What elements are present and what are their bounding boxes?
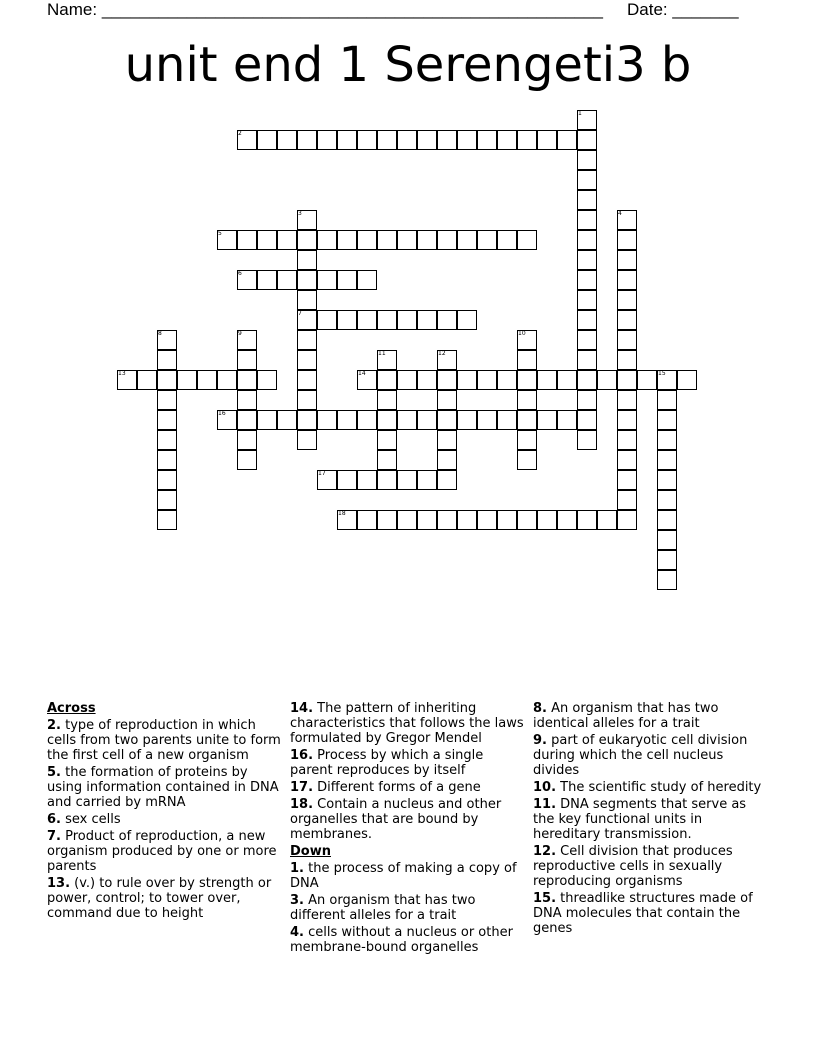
grid-cell[interactable] bbox=[237, 410, 257, 430]
grid-cell[interactable] bbox=[577, 250, 597, 270]
date-field[interactable] bbox=[627, 0, 739, 20]
clue-down bbox=[290, 893, 526, 923]
clue-number: 10. bbox=[533, 780, 557, 795]
clue-text: An organism that has two identical alleles for a trait bbox=[533, 701, 719, 731]
grid-cell[interactable] bbox=[677, 370, 697, 390]
grid-cell[interactable] bbox=[337, 270, 357, 290]
grid-cell[interactable] bbox=[377, 130, 397, 150]
grid-cell[interactable] bbox=[437, 470, 457, 490]
grid-cell[interactable] bbox=[337, 230, 357, 250]
grid-cell[interactable] bbox=[397, 230, 417, 250]
grid-cell[interactable] bbox=[297, 250, 317, 270]
grid-cell[interactable] bbox=[517, 330, 537, 350]
clue-column-2 bbox=[290, 701, 526, 957]
grid-cell[interactable] bbox=[257, 230, 277, 250]
grid-cell[interactable] bbox=[617, 250, 637, 270]
grid-cell[interactable] bbox=[577, 310, 597, 330]
grid-cell[interactable] bbox=[397, 130, 417, 150]
clue-down bbox=[533, 797, 769, 842]
grid-cell[interactable] bbox=[617, 370, 637, 390]
grid-cell[interactable] bbox=[297, 310, 317, 330]
grid-cell[interactable] bbox=[297, 210, 317, 230]
grid-cell[interactable] bbox=[437, 430, 457, 450]
grid-cell[interactable] bbox=[157, 510, 177, 530]
grid-cell[interactable] bbox=[337, 410, 357, 430]
puzzle-title: unit end 1 Serengeti3 b bbox=[124, 37, 692, 93]
grid-cell[interactable] bbox=[457, 410, 477, 430]
grid-cell[interactable] bbox=[237, 270, 257, 290]
grid-cell[interactable] bbox=[577, 110, 597, 130]
grid-cell[interactable] bbox=[517, 230, 537, 250]
clue-across bbox=[290, 701, 526, 746]
grid-cell[interactable] bbox=[217, 230, 237, 250]
grid-cell[interactable] bbox=[517, 450, 537, 470]
grid-cell[interactable] bbox=[457, 370, 477, 390]
grid-cell[interactable] bbox=[377, 470, 397, 490]
grid-cell[interactable] bbox=[177, 370, 197, 390]
grid-cell[interactable] bbox=[417, 230, 437, 250]
grid-cell[interactable] bbox=[257, 370, 277, 390]
grid-cell[interactable] bbox=[657, 430, 677, 450]
grid-cell[interactable] bbox=[417, 310, 437, 330]
grid-cell[interactable] bbox=[437, 390, 457, 410]
grid-cell[interactable] bbox=[297, 330, 317, 350]
grid-cell[interactable] bbox=[317, 230, 337, 250]
clue-text: part of eukaryotic cell division during which the cell nucleus divides bbox=[533, 733, 748, 778]
grid-cell[interactable] bbox=[357, 470, 377, 490]
grid-cell[interactable] bbox=[537, 130, 557, 150]
grid-cell[interactable] bbox=[477, 370, 497, 390]
clue-across bbox=[290, 780, 526, 795]
grid-cell[interactable] bbox=[617, 330, 637, 350]
grid-cell[interactable] bbox=[617, 450, 637, 470]
clue-across bbox=[290, 797, 526, 842]
grid-cell[interactable] bbox=[517, 390, 537, 410]
grid-cell[interactable] bbox=[657, 550, 677, 570]
clue-across bbox=[290, 748, 526, 778]
grid-cell[interactable] bbox=[237, 230, 257, 250]
clue-down bbox=[533, 844, 769, 889]
grid-cell[interactable] bbox=[517, 350, 537, 370]
grid-cell[interactable] bbox=[157, 470, 177, 490]
grid-cell[interactable] bbox=[497, 130, 517, 150]
grid-cell[interactable] bbox=[237, 430, 257, 450]
grid-cell[interactable] bbox=[657, 490, 677, 510]
clue-across bbox=[47, 718, 283, 763]
grid-cell[interactable] bbox=[477, 510, 497, 530]
grid-cell[interactable] bbox=[477, 130, 497, 150]
cell-number: 14 bbox=[358, 370, 366, 377]
grid-cell[interactable] bbox=[377, 350, 397, 370]
grid-cell[interactable] bbox=[377, 410, 397, 430]
grid-cell[interactable] bbox=[237, 390, 257, 410]
clue-number: 6. bbox=[47, 812, 61, 827]
grid-cell[interactable] bbox=[377, 450, 397, 470]
clue-number: 5. bbox=[47, 765, 61, 780]
clue-number: 9. bbox=[533, 733, 547, 748]
clue-text: The pattern of inheriting characteristics that follows the laws formulated by Gregor Mendel bbox=[290, 701, 524, 746]
cell-number: 15 bbox=[658, 370, 666, 377]
grid-cell[interactable] bbox=[657, 370, 677, 390]
grid-cell[interactable] bbox=[297, 430, 317, 450]
date-blank[interactable]: _______ bbox=[672, 0, 739, 19]
grid-cell[interactable] bbox=[437, 370, 457, 390]
grid-cell[interactable] bbox=[157, 490, 177, 510]
grid-cell[interactable] bbox=[157, 330, 177, 350]
clue-down bbox=[533, 701, 769, 731]
grid-cell[interactable] bbox=[377, 390, 397, 410]
grid-cell[interactable] bbox=[317, 270, 337, 290]
grid-cell[interactable] bbox=[217, 370, 237, 390]
clue-text: Cell division that produces reproductive cells in sexually reproducing organisms bbox=[533, 844, 733, 889]
clue-number: 1. bbox=[290, 861, 304, 876]
grid-cell[interactable] bbox=[357, 410, 377, 430]
grid-cell[interactable] bbox=[297, 130, 317, 150]
grid-cell[interactable] bbox=[597, 370, 617, 390]
grid-cell[interactable] bbox=[517, 130, 537, 150]
grid-cell[interactable] bbox=[157, 390, 177, 410]
grid-cell[interactable] bbox=[617, 390, 637, 410]
clue-number: 17. bbox=[290, 780, 314, 795]
across-heading: Across bbox=[47, 701, 96, 716]
grid-cell[interactable] bbox=[237, 370, 257, 390]
clue-text: Different forms of a gene bbox=[317, 780, 481, 795]
grid-cell[interactable] bbox=[517, 370, 537, 390]
clue-down bbox=[533, 733, 769, 778]
cell-number: 10 bbox=[518, 330, 526, 337]
grid-cell[interactable] bbox=[237, 350, 257, 370]
grid-cell[interactable] bbox=[417, 370, 437, 390]
grid-cell[interactable] bbox=[437, 230, 457, 250]
cell-number: 5 bbox=[218, 230, 222, 237]
clue-text: Product of reproduction, a new organism produced by one or more parents bbox=[47, 829, 277, 874]
grid-cell[interactable] bbox=[297, 290, 317, 310]
grid-cell[interactable] bbox=[237, 330, 257, 350]
grid-cell[interactable] bbox=[377, 510, 397, 530]
grid-cell[interactable] bbox=[657, 390, 677, 410]
clue-across bbox=[47, 765, 283, 810]
grid-cell[interactable] bbox=[577, 190, 597, 210]
grid-cell[interactable] bbox=[317, 130, 337, 150]
grid-cell[interactable] bbox=[517, 510, 537, 530]
grid-cell[interactable] bbox=[157, 430, 177, 450]
grid-cell[interactable] bbox=[617, 270, 637, 290]
grid-cell[interactable] bbox=[477, 230, 497, 250]
grid-cell[interactable] bbox=[537, 370, 557, 390]
grid-cell[interactable] bbox=[657, 530, 677, 550]
grid-cell[interactable] bbox=[237, 130, 257, 150]
clue-text: Process by which a single parent reproduces by itself bbox=[290, 748, 484, 778]
clue-text: An organism that has two different alleles for a trait bbox=[290, 893, 476, 923]
grid-cell[interactable] bbox=[277, 130, 297, 150]
grid-cell[interactable] bbox=[577, 510, 597, 530]
clue-number: 4. bbox=[290, 925, 304, 940]
grid-cell[interactable] bbox=[657, 510, 677, 530]
clue-number: 15. bbox=[533, 891, 557, 906]
grid-cell[interactable] bbox=[437, 130, 457, 150]
grid-cell[interactable] bbox=[397, 510, 417, 530]
grid-cell[interactable] bbox=[617, 430, 637, 450]
grid-cell[interactable] bbox=[357, 130, 377, 150]
grid-cell[interactable] bbox=[277, 230, 297, 250]
cell-number: 16 bbox=[218, 410, 226, 417]
grid-cell[interactable] bbox=[297, 350, 317, 370]
grid-cell[interactable] bbox=[257, 410, 277, 430]
grid-cell[interactable] bbox=[137, 370, 157, 390]
cell-number: 7 bbox=[298, 310, 302, 317]
grid-cell[interactable] bbox=[157, 370, 177, 390]
grid-cell[interactable] bbox=[537, 510, 557, 530]
cell-number: 1 bbox=[578, 110, 582, 117]
clue-number: 11. bbox=[533, 797, 557, 812]
grid-cell[interactable] bbox=[517, 430, 537, 450]
cell-number: 8 bbox=[158, 330, 162, 337]
clue-across bbox=[47, 876, 283, 921]
grid-cell[interactable] bbox=[617, 510, 637, 530]
cell-number: 17 bbox=[318, 470, 326, 477]
cell-number: 11 bbox=[378, 350, 386, 357]
clue-across bbox=[47, 812, 283, 827]
grid-cell[interactable] bbox=[297, 230, 317, 250]
grid-cell[interactable] bbox=[297, 410, 317, 430]
cell-number: 18 bbox=[338, 510, 346, 517]
grid-cell[interactable] bbox=[457, 230, 477, 250]
grid-cell[interactable] bbox=[197, 370, 217, 390]
grid-cell[interactable] bbox=[477, 410, 497, 430]
grid-cell[interactable] bbox=[397, 370, 417, 390]
grid-cell[interactable] bbox=[317, 470, 337, 490]
grid-cell[interactable] bbox=[277, 410, 297, 430]
clue-number: 12. bbox=[533, 844, 557, 859]
grid-cell[interactable] bbox=[457, 510, 477, 530]
cell-number: 9 bbox=[238, 330, 242, 337]
grid-cell[interactable] bbox=[397, 470, 417, 490]
clue-text: (v.) to rule over by strength or power, control; to tower over, command due to height bbox=[47, 876, 272, 921]
grid-cell[interactable] bbox=[637, 370, 657, 390]
clue-text: the process of making a copy of DNA bbox=[290, 861, 517, 891]
grid-cell[interactable] bbox=[377, 310, 397, 330]
clue-down bbox=[290, 861, 526, 891]
grid-cell[interactable] bbox=[257, 270, 277, 290]
clue-number: 14. bbox=[290, 701, 314, 716]
grid-cell[interactable] bbox=[457, 130, 477, 150]
clue-text: threadlike structures made of DNA molecules that contain the genes bbox=[533, 891, 753, 936]
grid-cell[interactable] bbox=[317, 310, 337, 330]
grid-cell[interactable] bbox=[577, 410, 597, 430]
grid-cell[interactable] bbox=[577, 150, 597, 170]
grid-cell[interactable] bbox=[617, 290, 637, 310]
clue-text: sex cells bbox=[65, 812, 121, 827]
clue-number: 7. bbox=[47, 829, 61, 844]
grid-cell[interactable] bbox=[377, 370, 397, 390]
clue-number: 2. bbox=[47, 718, 61, 733]
clue-text: Contain a nucleus and other organelles that are bound by membranes. bbox=[290, 797, 502, 842]
clue-down bbox=[290, 925, 526, 955]
grid-cell[interactable] bbox=[557, 410, 577, 430]
grid-cell[interactable] bbox=[157, 410, 177, 430]
grid-cell[interactable] bbox=[337, 470, 357, 490]
grid-cell[interactable] bbox=[357, 370, 377, 390]
grid-cell[interactable] bbox=[617, 310, 637, 330]
grid-cell[interactable] bbox=[617, 230, 637, 250]
grid-cell[interactable] bbox=[297, 370, 317, 390]
clue-number: 3. bbox=[290, 893, 304, 908]
cell-number: 2 bbox=[238, 130, 242, 137]
grid-cell[interactable] bbox=[497, 370, 517, 390]
grid-cell[interactable] bbox=[617, 490, 637, 510]
cell-number: 3 bbox=[298, 210, 302, 217]
grid-cell[interactable] bbox=[457, 310, 477, 330]
grid-cell[interactable] bbox=[657, 470, 677, 490]
grid-cell[interactable] bbox=[617, 410, 637, 430]
clue-text: DNA segments that serve as the key functional units in hereditary transmission. bbox=[533, 797, 747, 842]
clue-column-3 bbox=[533, 701, 769, 938]
grid-cell[interactable] bbox=[397, 310, 417, 330]
grid-cell[interactable] bbox=[617, 350, 637, 370]
clue-number: 8. bbox=[533, 701, 547, 716]
clue-number: 18. bbox=[290, 797, 314, 812]
cell-number: 12 bbox=[438, 350, 446, 357]
grid-cell[interactable] bbox=[537, 410, 557, 430]
grid-cell[interactable] bbox=[557, 510, 577, 530]
cell-number: 4 bbox=[618, 210, 622, 217]
grid-cell[interactable] bbox=[417, 510, 437, 530]
grid-cell[interactable] bbox=[437, 450, 457, 470]
grid-cell[interactable] bbox=[557, 130, 577, 150]
clue-column-1 bbox=[47, 701, 283, 923]
grid-cell[interactable] bbox=[317, 410, 337, 430]
grid-cell[interactable] bbox=[397, 410, 417, 430]
grid-cell[interactable] bbox=[577, 270, 597, 290]
grid-cell[interactable] bbox=[357, 310, 377, 330]
grid-cell[interactable] bbox=[277, 270, 297, 290]
grid-cell[interactable] bbox=[337, 510, 357, 530]
grid-cell[interactable] bbox=[377, 230, 397, 250]
grid-cell[interactable] bbox=[577, 170, 597, 190]
grid-cell[interactable] bbox=[617, 470, 637, 490]
grid-cell[interactable] bbox=[357, 230, 377, 250]
grid-cell[interactable] bbox=[577, 210, 597, 230]
name-label: Name: bbox=[47, 0, 98, 19]
grid-cell[interactable] bbox=[657, 410, 677, 430]
grid-cell[interactable] bbox=[437, 310, 457, 330]
grid-cell[interactable] bbox=[437, 510, 457, 530]
grid-cell[interactable] bbox=[237, 450, 257, 470]
grid-cell[interactable] bbox=[157, 450, 177, 470]
grid-cell[interactable] bbox=[497, 230, 517, 250]
down-heading: Down bbox=[290, 844, 331, 859]
date-label: Date: bbox=[627, 0, 668, 19]
clue-text: The scientific study of heredity bbox=[560, 780, 762, 795]
grid-cell[interactable] bbox=[217, 410, 237, 430]
clue-text: cells without a nucleus or other membrane-bound organelles bbox=[290, 925, 513, 955]
grid-cell[interactable] bbox=[577, 430, 597, 450]
grid-cell[interactable] bbox=[417, 410, 437, 430]
grid-cell[interactable] bbox=[337, 310, 357, 330]
grid-cell[interactable] bbox=[597, 510, 617, 530]
grid-cell[interactable] bbox=[437, 350, 457, 370]
clue-text: the formation of proteins by using information contained in DNA and carried by mRNA bbox=[47, 765, 279, 810]
grid-cell[interactable] bbox=[377, 430, 397, 450]
grid-cell[interactable] bbox=[337, 130, 357, 150]
clue-across bbox=[47, 829, 283, 874]
grid-cell[interactable] bbox=[117, 370, 137, 390]
grid-cell[interactable] bbox=[517, 410, 537, 430]
clue-down bbox=[533, 780, 769, 795]
grid-cell[interactable] bbox=[297, 270, 317, 290]
grid-cell[interactable] bbox=[497, 410, 517, 430]
grid-cell[interactable] bbox=[577, 390, 597, 410]
grid-cell[interactable] bbox=[297, 390, 317, 410]
grid-cell[interactable] bbox=[157, 350, 177, 370]
clue-text: type of reproduction in which cells from two parents unite to form the first cell of a new organism bbox=[47, 718, 281, 763]
grid-cell[interactable] bbox=[557, 370, 577, 390]
cell-number: 6 bbox=[238, 270, 242, 277]
grid-cell[interactable] bbox=[577, 130, 597, 150]
name-field[interactable] bbox=[47, 0, 603, 20]
clue-down bbox=[533, 891, 769, 936]
grid-cell[interactable] bbox=[577, 370, 597, 390]
grid-cell[interactable] bbox=[437, 410, 457, 430]
grid-cell[interactable] bbox=[497, 510, 517, 530]
grid-cell[interactable] bbox=[657, 450, 677, 470]
grid-cell[interactable] bbox=[257, 130, 277, 150]
grid-cell[interactable] bbox=[577, 290, 597, 310]
clue-number: 16. bbox=[290, 748, 314, 763]
grid-cell[interactable] bbox=[617, 210, 637, 230]
clue-number: 13. bbox=[47, 876, 71, 891]
cell-number: 13 bbox=[118, 370, 126, 377]
grid-cell[interactable] bbox=[577, 230, 597, 250]
grid-cell[interactable] bbox=[577, 350, 597, 370]
name-blank[interactable]: _____________________________________________________ bbox=[101, 0, 603, 19]
grid-cell[interactable] bbox=[657, 570, 677, 590]
grid-cell[interactable] bbox=[417, 130, 437, 150]
grid-cell[interactable] bbox=[577, 330, 597, 350]
grid-cell[interactable] bbox=[357, 270, 377, 290]
grid-cell[interactable] bbox=[357, 510, 377, 530]
grid-cell[interactable] bbox=[417, 470, 437, 490]
